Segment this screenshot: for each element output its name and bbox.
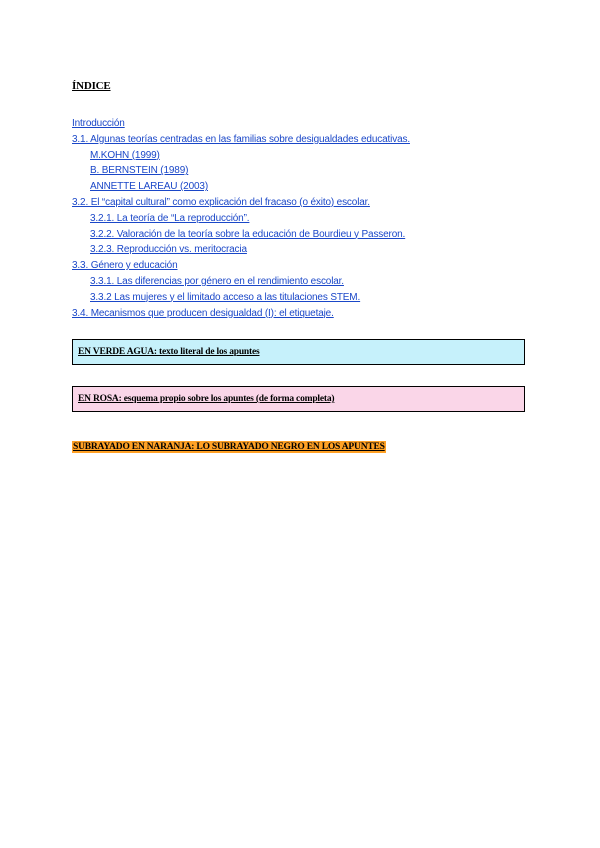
toc-link-kohn[interactable]: M.KOHN (1999)	[90, 149, 160, 161]
toc-link-introduccion[interactable]: Introducción	[72, 118, 125, 129]
toc-link-3-3-1[interactable]: 3.3.1. Las diferencias por género en el rendimiento escolar.	[90, 275, 344, 287]
table-of-contents	[72, 116, 542, 321]
toc-link-bernstein[interactable]: B. BERNSTEIN (1989)	[90, 165, 189, 177]
index-title: ÍNDICE	[72, 80, 111, 92]
toc-link-3-3[interactable]: 3.3. Género y educación	[72, 260, 178, 272]
legend-pink-box	[72, 386, 525, 412]
toc-link-lareau[interactable]: ANNETTE LAREAU (2003)	[90, 181, 208, 193]
legend-aqua-text: EN VERDE AGUA: texto literal de los apuntes	[78, 347, 260, 357]
toc-link-3-2-2[interactable]: 3.2.2. Valoración de la teoría sobre la educación de Bourdieu y Passeron.	[90, 228, 406, 240]
toc-link-3-2-3[interactable]: 3.2.3. Reproducción vs. meritocracia	[90, 244, 247, 256]
toc-link-3-4[interactable]: 3.4. Mecanismos que producen desigualdad (I): el etiquetaje.	[72, 307, 334, 319]
toc-link-3-3-2[interactable]: 3.3.2 Las mujeres y el limitado acceso a las titulaciones STEM.	[90, 291, 361, 303]
legend-aqua-box	[72, 339, 525, 365]
toc-link-3-2[interactable]: 3.2. El “capital cultural” como explicación del fracaso (o éxito) escolar.	[72, 196, 370, 208]
legend-pink-text: EN ROSA: esquema propio sobre los apuntes (de forma completa)	[78, 394, 335, 404]
toc-link-3-1[interactable]: 3.1. Algunas teorías centradas en las familias sobre desigualdades educativas.	[72, 133, 410, 145]
toc-link-3-2-1[interactable]: 3.2.1. La teoría de “La reproducción”.	[90, 212, 250, 224]
legend-orange-highlight: SUBRAYADO EN NARANJA: LO SUBRAYADO NEGRO EN LOS APUNTES	[73, 442, 385, 452]
